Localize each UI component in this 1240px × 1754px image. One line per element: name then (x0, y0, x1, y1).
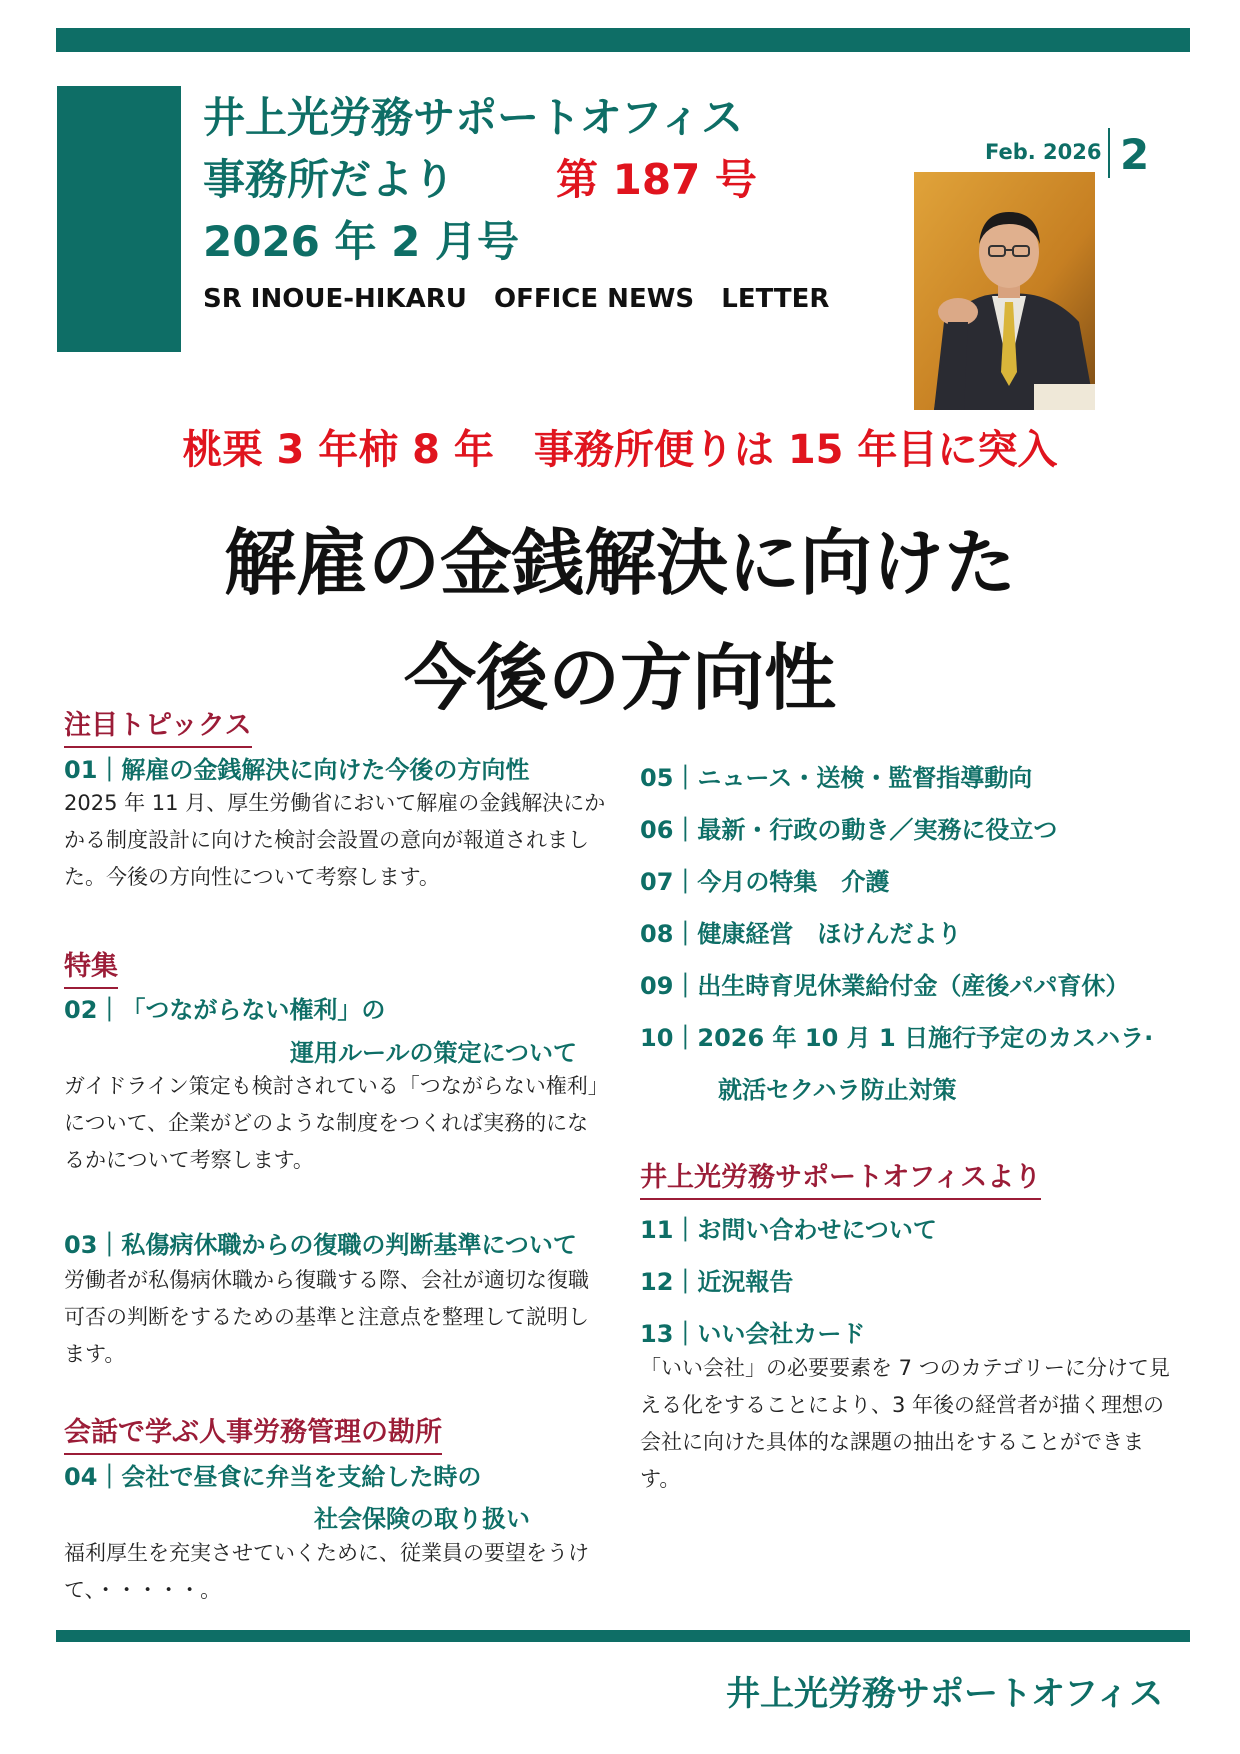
toc-item-04-description: 福利厚生を充実させていくために、従業員の要望をうけて、・・・・・。 (64, 1541, 589, 1602)
toc-item-12[interactable]: 12｜近況報告 (640, 1268, 794, 1296)
page-divider (1108, 128, 1110, 178)
toc-item-01[interactable]: 01｜解雇の金銭解決に向けた今後の方向性 (64, 756, 530, 784)
conversation-heading: 会話で学ぶ人事労務管理の勘所 (64, 1410, 442, 1455)
toc-item-10[interactable]: 10｜2026 年 10 月 1 日施行予定のカスハラ· (640, 1024, 1154, 1052)
page-number: 2 (1120, 130, 1150, 179)
toc-item-13[interactable]: 13｜いい会社カード (640, 1320, 866, 1348)
header-accent-block (57, 86, 181, 352)
toc-item-02-line-2[interactable]: 運用ルールの策定について (290, 1039, 578, 1067)
special-heading: 特集 (64, 944, 118, 989)
toc-item-07[interactable]: 07｜今月の特集 介護 (640, 868, 890, 896)
portrait-photo (914, 172, 1095, 410)
main-title-line-2: 今後の方向性 (403, 636, 836, 720)
top-bar (56, 28, 1190, 52)
toc-item-08[interactable]: 08｜健康経営 ほけんだより (640, 920, 962, 948)
toc-item-13-description: 「いい会社」の必要要素を 7 つのカテゴリーに分けて見える化をすることにより、3 年後の経営者が描く理想の会社に向けた具体的な課題の抽出をすることができます。 (640, 1356, 1170, 1491)
toc-item-09[interactable]: 09｜出生時育児休業給付金（産後パパ育休） (640, 972, 1130, 1000)
office-section-heading: 井上光労務サポートオフィスより (640, 1155, 1041, 1200)
newsletter-label: 事務所だより (203, 155, 456, 204)
toc-item-01-description: 2025 年 11 月、厚生労働省において解雇の金銭解決にかかる制度設計に向けた検討会設置の意向が報道されました。今後の方向性について考察します。 (64, 791, 606, 889)
topics-heading: 注目トピックス (64, 703, 252, 748)
english-title: SR INOUE-HIKARU OFFICE NEWS LETTER (203, 284, 830, 314)
toc-item-04-line-2[interactable]: 社会保険の取り扱い (314, 1505, 530, 1533)
toc-item-11[interactable]: 11｜お問い合わせについて (640, 1216, 937, 1244)
toc-item-03[interactable]: 03｜私傷病休職からの復職の判断基準について (64, 1231, 577, 1259)
toc-item-02[interactable]: 02｜「つながらない権利」の (64, 996, 386, 1024)
toc-item-04[interactable]: 04｜会社で昼食に弁当を支給した時の (64, 1463, 482, 1491)
date-label: Feb. 2026 (985, 140, 1102, 164)
issue-month: 2026 年 2 月号 (203, 217, 519, 266)
subtitle: 桃栗 3 年柿 8 年 事務所便りは 15 年目に突入 (182, 427, 1058, 473)
bottom-bar (56, 1630, 1190, 1642)
toc-item-06[interactable]: 06｜最新・行政の動き／実務に役立つ (640, 816, 1058, 844)
toc-item-05[interactable]: 05｜ニュース・送検・監督指導動向 (640, 764, 1033, 792)
issue-number: 第 187 号 (556, 155, 757, 204)
toc-item-02-description: ガイドライン策定も検討されている「つながらない権利」について、企業がどのような制度をつくれば実務的になるかについて考察します。 (64, 1074, 609, 1172)
footer-office-name: 井上光労務サポートオフィス (726, 1674, 1164, 1714)
toc-item-03-description: 労働者が私傷病休職から復職する際、会社が適切な復職可否の判断をするための基準と注意点を整理して説明します。 (64, 1268, 589, 1366)
office-name: 井上光労務サポートオフィス (203, 93, 744, 142)
toc-item-10-line-2[interactable]: 就活セクハラ防止対策 (718, 1076, 957, 1104)
main-title-line-1: 解雇の金銭解決に向けた (223, 521, 1016, 605)
